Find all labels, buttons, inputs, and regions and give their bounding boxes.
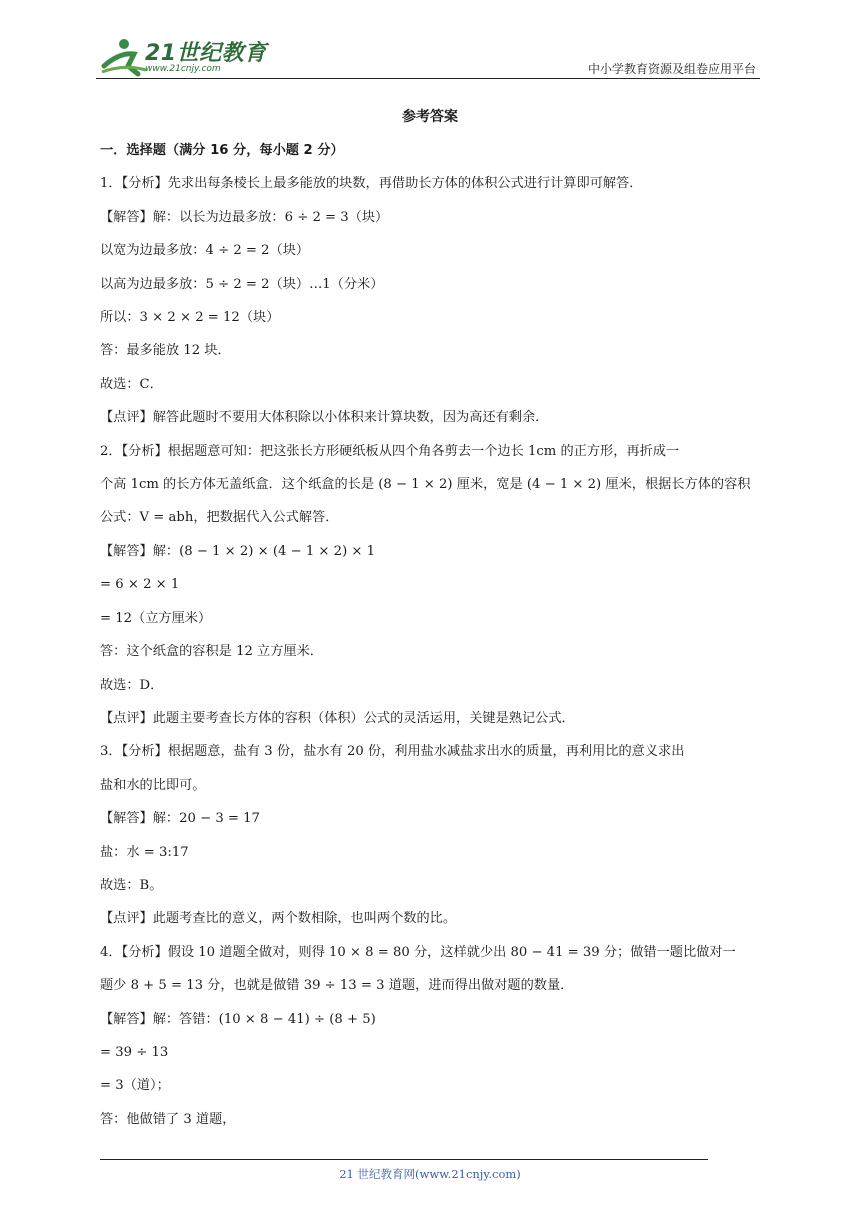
logo-url: www.21cnjy.com xyxy=(145,64,221,74)
text-line: 【点评】解答此题时不要用大体积除以小体积来计算块数，因为高还有剩余． xyxy=(100,410,549,426)
text-line: 故选：C． xyxy=(100,376,163,392)
text-line: 以高为边最多放：5 ÷ 2 = 2（块）…1（分米） xyxy=(100,276,384,292)
text-line: 【点评】此题考查比的意义，两个数相除，也叫两个数的比。 xyxy=(100,911,457,927)
text-line: 1．【分析】先求出每条棱长上最多能放的块数，再借助长方体的体积公式进行计算即可解答． xyxy=(100,176,643,192)
text-line: 答：这个纸盒的容积是 12 立方厘米． xyxy=(100,644,323,660)
text-line: 【解答】解：(8 − 1 × 2) × (4 − 1 × 2) × 1 xyxy=(100,543,376,559)
text-line: = 6 × 2 × 1 xyxy=(100,577,180,593)
text-line: = 12（立方厘米） xyxy=(100,610,212,626)
footer-divider xyxy=(100,1159,708,1160)
header-divider xyxy=(96,78,760,79)
section-title: 一．选择题（满分 16 分，每小题 2 分） xyxy=(100,143,344,158)
header-platform-text: 中小学教育资源及组卷应用平台 xyxy=(587,62,756,76)
text-line: 【解答】解：20 − 3 = 17 xyxy=(100,811,260,827)
answer-content xyxy=(100,134,765,1136)
footer-text: 21 世纪教育网(www.21cnjy.com) xyxy=(339,1167,521,1181)
text-line: 【点评】此题主要考查长方体的容积（体积）公式的灵活运用，关键是熟记公式． xyxy=(100,710,575,726)
text-line: 2．【分析】根据题意可知：把这张长方形硬纸板从四个角各剪去一个边长 1cm 的正方形，再折成一 xyxy=(100,443,680,459)
text-line: 公式：V = abh，把数据代入公式解答． xyxy=(100,510,339,526)
text-line: 故选：B。 xyxy=(100,877,163,893)
text-line: 以宽为边最多放：4 ÷ 2 = 2（块） xyxy=(100,243,310,259)
logo-text: 21世纪教育 xyxy=(145,41,267,66)
text-line: 所以：3 × 2 × 2 = 12（块） xyxy=(100,310,280,326)
text-line: 盐：水 = 3:17 xyxy=(100,844,189,860)
text-line: 答：他做错了 3 道题， xyxy=(100,1111,236,1127)
text-line: 【解答】解：以长为边最多放：6 ÷ 2 = 3（块） xyxy=(100,209,389,225)
page-title: 参考答案 xyxy=(402,109,458,125)
text-line: 故选：D． xyxy=(100,677,164,693)
text-line: 答：最多能放 12 块． xyxy=(100,343,231,359)
text-line: 题少 8 + 5 = 13 分，也就是做错 39 ÷ 13 = 3 道题，进而得出做对题的数量． xyxy=(100,978,574,994)
text-line: = 39 ÷ 13 xyxy=(100,1044,169,1060)
text-line: 【解答】解：答错：(10 × 8 − 41) ÷ (8 + 5) xyxy=(100,1011,376,1027)
text-line: 个高 1cm 的长方体无盖纸盒．这个纸盒的长是 (8 − 1 × 2) 厘米，宽是 (4 − 1 × 2) 厘米，根据长方体的容积 xyxy=(100,477,751,493)
text-line: = 3（道）； xyxy=(100,1078,170,1094)
text-line: 盐和水的比即可。 xyxy=(100,777,206,793)
text-line: 3．【分析】根据题意，盐有 3 份，盐水有 20 份，利用盐水减盐求出水的质量，再利用比的意义求出 xyxy=(100,744,685,760)
text-line: 4．【分析】假设 10 道题全做对，则得 10 × 8 = 80 分，这样就少出 80 − 41 = 39 分；做错一题比做对一 xyxy=(100,944,736,960)
